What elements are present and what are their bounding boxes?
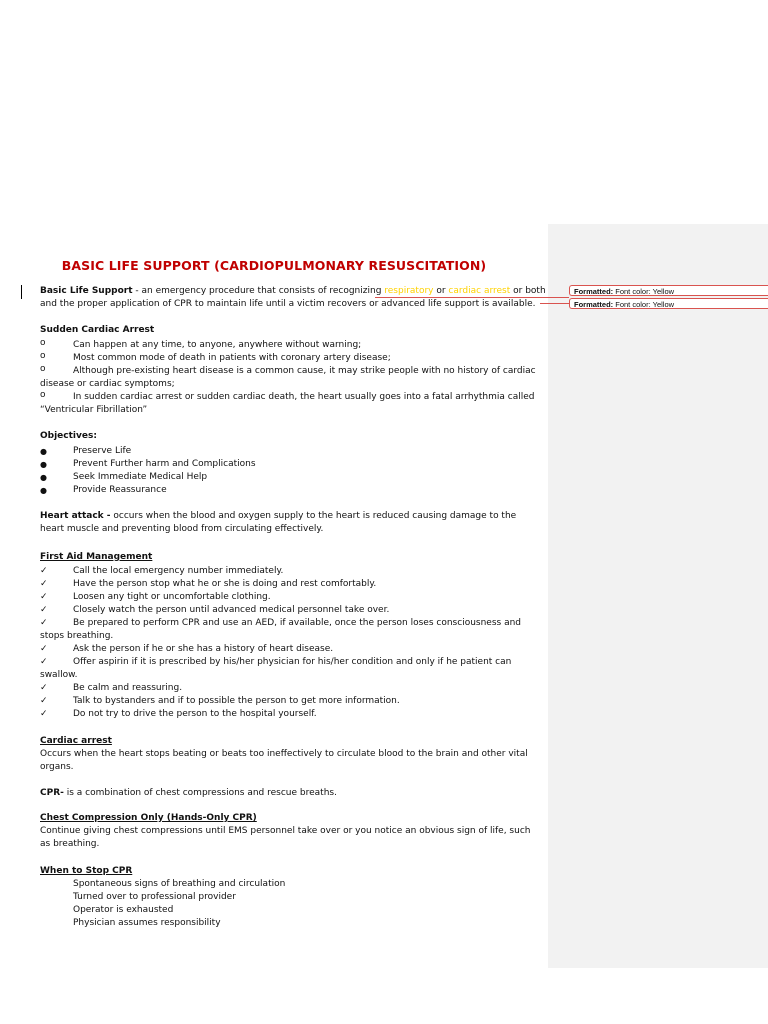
dot-bullet-icon: ● <box>40 473 47 482</box>
circle-bullet-icon: o <box>40 364 46 374</box>
dot-bullet-icon: ● <box>40 486 47 495</box>
bls-or: or <box>433 286 449 296</box>
page-title: BASIC LIFE SUPPORT (CARDIOPULMONARY RESUSCITATION) <box>61 258 487 273</box>
hands-only-text-cont: as breathing. <box>40 839 100 849</box>
stop-cpr-item: Operator is exhausted <box>73 905 174 915</box>
dot-bullet-icon: ● <box>40 447 47 456</box>
heart-attack-term: Heart attack - <box>40 511 111 521</box>
objective-item: Preserve Life <box>73 446 132 456</box>
comment-margin-pane <box>548 224 768 968</box>
first-aid-item: Offer aspirin if it is prescribed by his/her physician for his/her condition and only if he patient can <box>73 657 512 667</box>
cardiac-arrest-text-cont: organs. <box>40 762 74 772</box>
comment-text: Font color: Yellow <box>613 300 675 309</box>
hands-only-heading: Chest Compression Only (Hands-Only CPR) <box>40 813 257 823</box>
sca-item: Although pre-existing heart disease is a common cause, it may strike people with no history of cardiac <box>73 366 536 376</box>
sca-item: Most common mode of death in patients with coronary artery disease; <box>73 353 391 363</box>
first-aid-item-cont: stops breathing. <box>40 631 114 641</box>
objective-item: Prevent Further harm and Complications <box>73 459 256 469</box>
sca-item: Can happen at any time, to anyone, anywhere without warning; <box>73 340 362 350</box>
sca-item-cont: “Ventricular Fibrillation” <box>40 405 148 415</box>
stop-cpr-heading: When to Stop CPR <box>40 866 133 876</box>
cpr-line <box>40 787 337 800</box>
first-aid-item: Ask the person if he or she has a history of heart disease. <box>73 644 334 654</box>
sca-item: In sudden cardiac arrest or sudden cardiac death, the heart usually goes into a fatal arrhythmia called <box>73 392 535 402</box>
dot-bullet-icon: ● <box>40 460 47 469</box>
first-aid-item: Be calm and reassuring. <box>73 683 183 693</box>
comment-leader-line <box>375 297 569 298</box>
cpr-term: CPR- <box>40 788 64 798</box>
check-icon: ✓ <box>40 592 48 602</box>
cardiac-arrest-text: Occurs when the heart stops beating or beats too ineffectively to circulate blood to the brain and other vital <box>40 749 528 759</box>
stop-cpr-item: Turned over to professional provider <box>73 892 236 902</box>
sca-heading: Sudden Cardiac Arrest <box>40 325 155 335</box>
comment-label: Formatted: <box>574 287 614 296</box>
check-icon: ✓ <box>40 605 48 615</box>
comment-leader-line <box>540 303 569 304</box>
first-aid-item: Be prepared to perform CPR and use an AED, if available, once the person loses consciousness and <box>73 618 522 628</box>
first-aid-item-cont: swallow. <box>40 670 78 680</box>
bls-def-a: - an emergency procedure that consists of recognizing <box>132 286 385 296</box>
stop-cpr-item: Spontaneous signs of breathing and circulation <box>73 879 286 889</box>
circle-bullet-icon: o <box>40 390 46 400</box>
first-aid-item: Loosen any tight or uncomfortable clothing. <box>73 592 271 602</box>
hands-only-text: Continue giving chest compressions until EMS personnel take over or you notice an obvious sign of life, such <box>40 826 531 836</box>
check-icon: ✓ <box>40 618 48 628</box>
comment-label: Formatted: <box>574 300 614 309</box>
check-icon: ✓ <box>40 709 48 719</box>
cpr-def: is a combination of chest compressions and rescue breaths. <box>63 788 337 798</box>
check-icon: ✓ <box>40 683 48 693</box>
stop-cpr-item: Physician assumes responsibility <box>73 918 221 928</box>
first-aid-item: Talk to bystanders and if to possible the person to get more information. <box>73 696 400 706</box>
first-aid-item: Have the person stop what he or she is doing and rest comfortably. <box>73 579 377 589</box>
comment-text: Font color: Yellow <box>613 287 675 296</box>
format-comment-balloon[interactable] <box>569 285 768 296</box>
heart-attack-def: occurs when the blood and oxygen supply to the heart is reduced causing damage to the <box>110 511 517 521</box>
first-aid-item: Do not try to drive the person to the hospital yourself. <box>73 709 317 719</box>
check-icon: ✓ <box>40 696 48 706</box>
cardiac-arrest-heading: Cardiac arrest <box>40 736 112 746</box>
objectives-heading: Objectives: <box>40 431 97 441</box>
bls-def-b: or both <box>510 286 546 296</box>
text-cursor <box>21 285 22 299</box>
first-aid-item: Closely watch the person until advanced medical personnel take over. <box>73 605 390 615</box>
circle-bullet-icon: o <box>40 338 46 348</box>
check-icon: ✓ <box>40 644 48 654</box>
format-comment-balloon[interactable] <box>569 298 768 309</box>
heart-attack-line-2: heart muscle and preventing blood from circulating effectively. <box>40 524 324 534</box>
bls-line-2: and the proper application of CPR to maintain life until a victim recovers or advanced life support is available. <box>40 299 536 309</box>
objective-item: Seek Immediate Medical Help <box>73 472 208 482</box>
check-icon: ✓ <box>40 657 48 667</box>
first-aid-item: Call the local emergency number immediately. <box>73 566 284 576</box>
check-icon: ✓ <box>40 579 48 589</box>
first-aid-heading: First Aid Management <box>40 552 153 562</box>
heart-attack-line-1 <box>40 510 516 523</box>
highlight-respiratory: respiratory <box>384 286 434 296</box>
bls-term: Basic Life Support <box>40 286 133 296</box>
sca-item-cont: disease or cardiac symptoms; <box>40 379 175 389</box>
circle-bullet-icon: o <box>40 351 46 361</box>
highlight-cardiac-arrest: cardiac arrest <box>448 286 511 296</box>
check-icon: ✓ <box>40 566 48 576</box>
objective-item: Provide Reassurance <box>73 485 167 495</box>
